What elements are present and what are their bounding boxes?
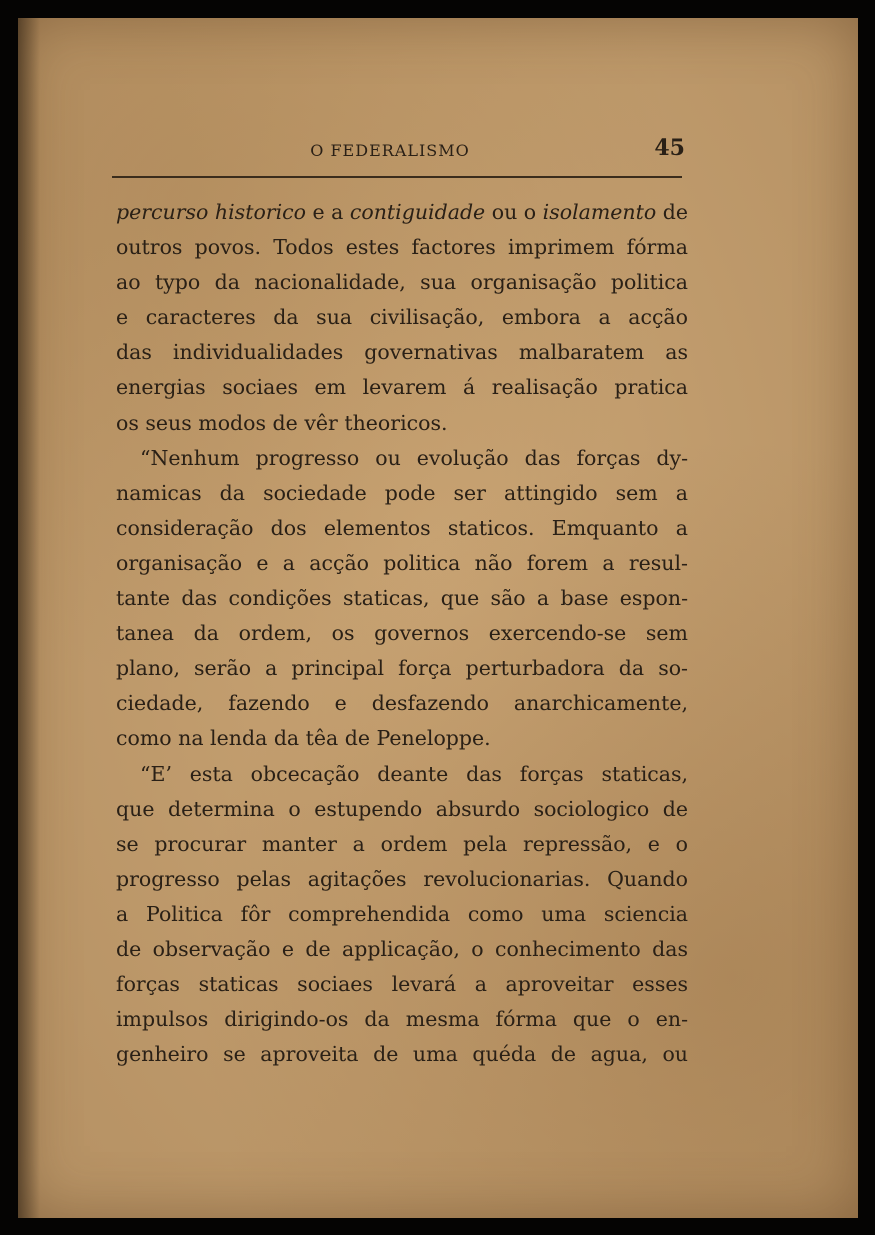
text-line: “E’ esta obcecação deante das forças staticas, <box>140 761 688 786</box>
text-line: “Nenhum progresso ou evolução das forças dy- <box>140 445 688 470</box>
text-line: como na lenda da têa de Peneloppe. <box>116 726 491 751</box>
text-line: das individualidades governativas malbaratem as <box>116 340 688 365</box>
text-line: energias sociaes em levarem á realisação pratica <box>116 375 688 400</box>
text-line: organisação e a acção politica não forem a resul- <box>116 550 688 575</box>
text-line: que determina o estupendo absurdo sociologico de <box>116 796 688 821</box>
text-line: plano, serão a principal força perturbadora da so- <box>116 656 688 681</box>
italic-phrase: percurso historico <box>116 200 306 224</box>
body-text <box>116 195 688 1072</box>
text-line: impulsos dirigindo-os da mesma fórma que o en- <box>116 1007 688 1032</box>
text-line: ciedade, fazendo e desfazendo anarchicamente, <box>116 691 688 716</box>
text-line: ao typo da nacionalidade, sua organisação politica <box>116 270 688 295</box>
text-line: consideração dos elementos staticos. Emquanto a <box>116 515 688 540</box>
text-line: a Politica fôr comprehendida como uma sciencia <box>116 901 688 926</box>
text-line: progresso pelas agitações revolucionarias. Quando <box>116 866 688 891</box>
text-line: se procurar manter a ordem pela repressão, e o <box>116 831 688 856</box>
text-run: ou o <box>485 200 543 224</box>
text-line: tanea da ordem, os governos exercendo-se sem <box>116 621 688 646</box>
text-line: de observação e de applicação, o conhecimento das <box>116 936 688 961</box>
text-line: forças staticas sociaes levará a aproveitar esses <box>116 972 688 997</box>
header-rule <box>112 176 682 178</box>
text-line: genheiro se aproveita de uma quéda de agua, ou <box>116 1042 688 1067</box>
spine-shadow <box>18 18 40 1218</box>
text-line: outros povos. Todos estes factores imprimem fórma <box>116 235 688 260</box>
text-run: de <box>656 200 688 224</box>
text-line <box>116 195 688 230</box>
running-head <box>95 135 685 165</box>
page-number: 45 <box>654 135 685 161</box>
text-line: e caracteres da sua civilisação, embora a acção <box>116 305 688 330</box>
running-title: O FEDERALISMO <box>310 141 470 160</box>
italic-phrase: isolamento <box>542 200 657 224</box>
italic-phrase: contiguidade <box>349 200 486 224</box>
text-line: namicas da sociedade pode ser attingido sem a <box>116 480 688 505</box>
text-line: tante das condições staticas, que são a base espon- <box>116 586 688 611</box>
text-run: e a <box>305 200 350 224</box>
text-line: os seus modos de vêr theoricos. <box>116 410 448 435</box>
